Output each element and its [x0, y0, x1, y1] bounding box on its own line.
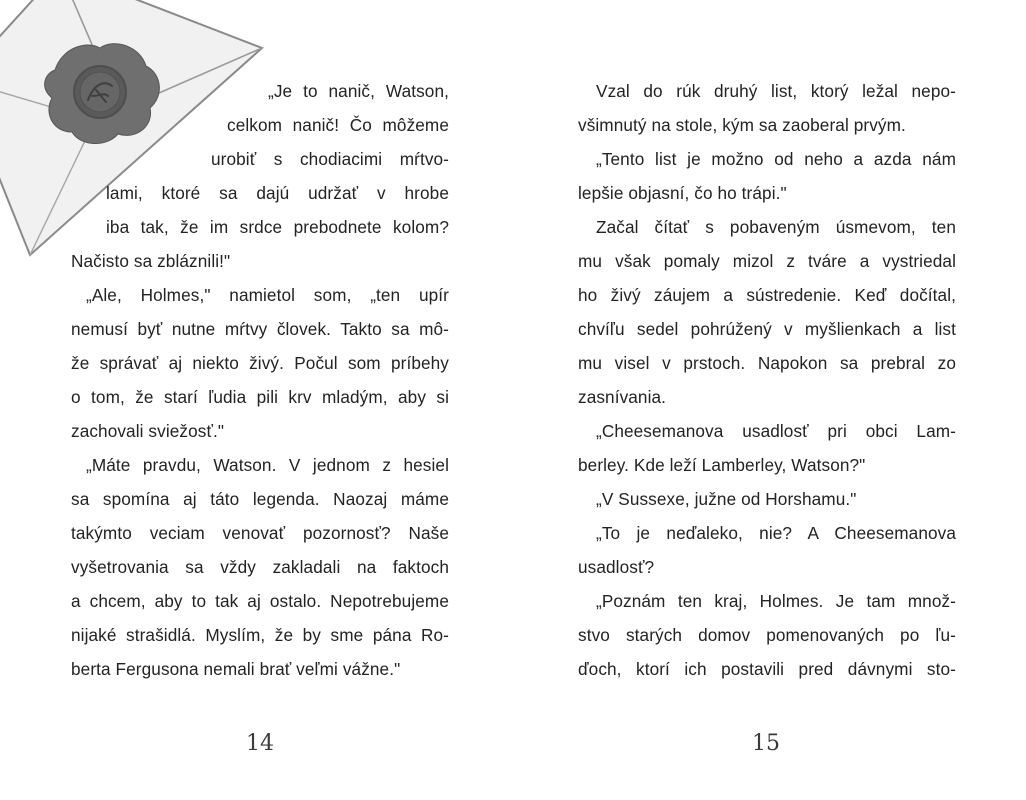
text-line: berley. Kde leží Lamberley, Watson?" — [578, 455, 866, 475]
text-line: sa spomína aj táto legenda. Naozaj máme — [71, 489, 449, 509]
text-line: „Ale, Holmes," namietol som, „ten upír — [86, 285, 449, 305]
text-line: lami, ktoré sa dajú udržať v hrobe — [106, 183, 449, 203]
text-line: nemusí byť nutne mŕtvy človek. Takto sa mô- — [71, 319, 449, 339]
text-line: „To je neďaleko, nie? A Cheesemanova — [596, 523, 956, 543]
page-number: 15 — [752, 731, 780, 756]
text-line: Načisto sa zbláznili!" — [71, 251, 231, 271]
wax-seal-icon — [45, 44, 160, 144]
text-line: a chcem, aby to tak aj ostalo. Nepotrebujeme — [71, 591, 449, 611]
text-line: „V Sussexe, južne od Horshamu." — [596, 489, 857, 509]
text-line: ho živý záujem a sústredenie. Keď dočítal, — [578, 285, 956, 305]
right-page — [513, 0, 1026, 800]
text-line: Začal čítať s pobaveným úsmevom, ten — [596, 217, 956, 237]
text-line: „Poznám ten kraj, Holmes. Je tam množ- — [596, 591, 956, 611]
text-line: o tom, že starí ľudia pili krv mladým, aby si — [71, 387, 449, 407]
text-line: všimnutý na stole, kým sa zaoberal prvým. — [578, 115, 906, 135]
text-line: zasnívania. — [578, 387, 667, 407]
text-line: „Máte pravdu, Watson. V jednom z hesiel — [86, 455, 449, 475]
text-line: chvíľu sedel pohrúžený v myšlienkach a list — [578, 319, 956, 339]
text-line: zachovali sviežosť." — [71, 421, 225, 441]
text-line: že správať aj niekto živý. Počul som príbehy — [71, 353, 449, 373]
text-line: usadlosť? — [578, 557, 655, 577]
page-number: 14 — [246, 731, 274, 756]
text-line: iba tak, že im srdce prebodnete kolom? — [106, 217, 449, 237]
text-line: berta Fergusona nemali brať veľmi vážne." — [71, 659, 401, 679]
text-line: vyšetrovania sa vždy zakladali na faktoch — [71, 557, 449, 577]
text-line: celkom nanič! Čo môžeme — [227, 115, 449, 135]
text-line: ďoch, ktorí ich postavili pred dávnymi sto- — [578, 659, 956, 679]
text-line: stvo starých domov pomenovaných po ľu- — [578, 625, 956, 645]
text-line: urobiť s chodiacimi mŕtvo- — [211, 149, 449, 169]
text-line: mu však pomaly mizol z tváre a vystriedal — [578, 251, 956, 271]
text-line: lepšie objasní, čo ho trápi." — [578, 183, 787, 203]
text-line: nijaké strašidlá. Myslím, že by sme pána Ro- — [71, 625, 449, 645]
text-line: „Cheesemanova usadlosť pri obci Lam- — [596, 421, 956, 441]
text-line: „Je to nanič, Watson, — [268, 81, 449, 101]
text-line: takýmto veciam venovať pozornosť? Naše — [71, 523, 449, 543]
text-line: „Tento list je možno od neho a azda nám — [596, 149, 956, 169]
text-line: Vzal do rúk druhý list, ktorý ležal nepo- — [596, 81, 956, 101]
text-line: mu visel v prstoch. Napokon sa prebral zo — [578, 353, 956, 373]
